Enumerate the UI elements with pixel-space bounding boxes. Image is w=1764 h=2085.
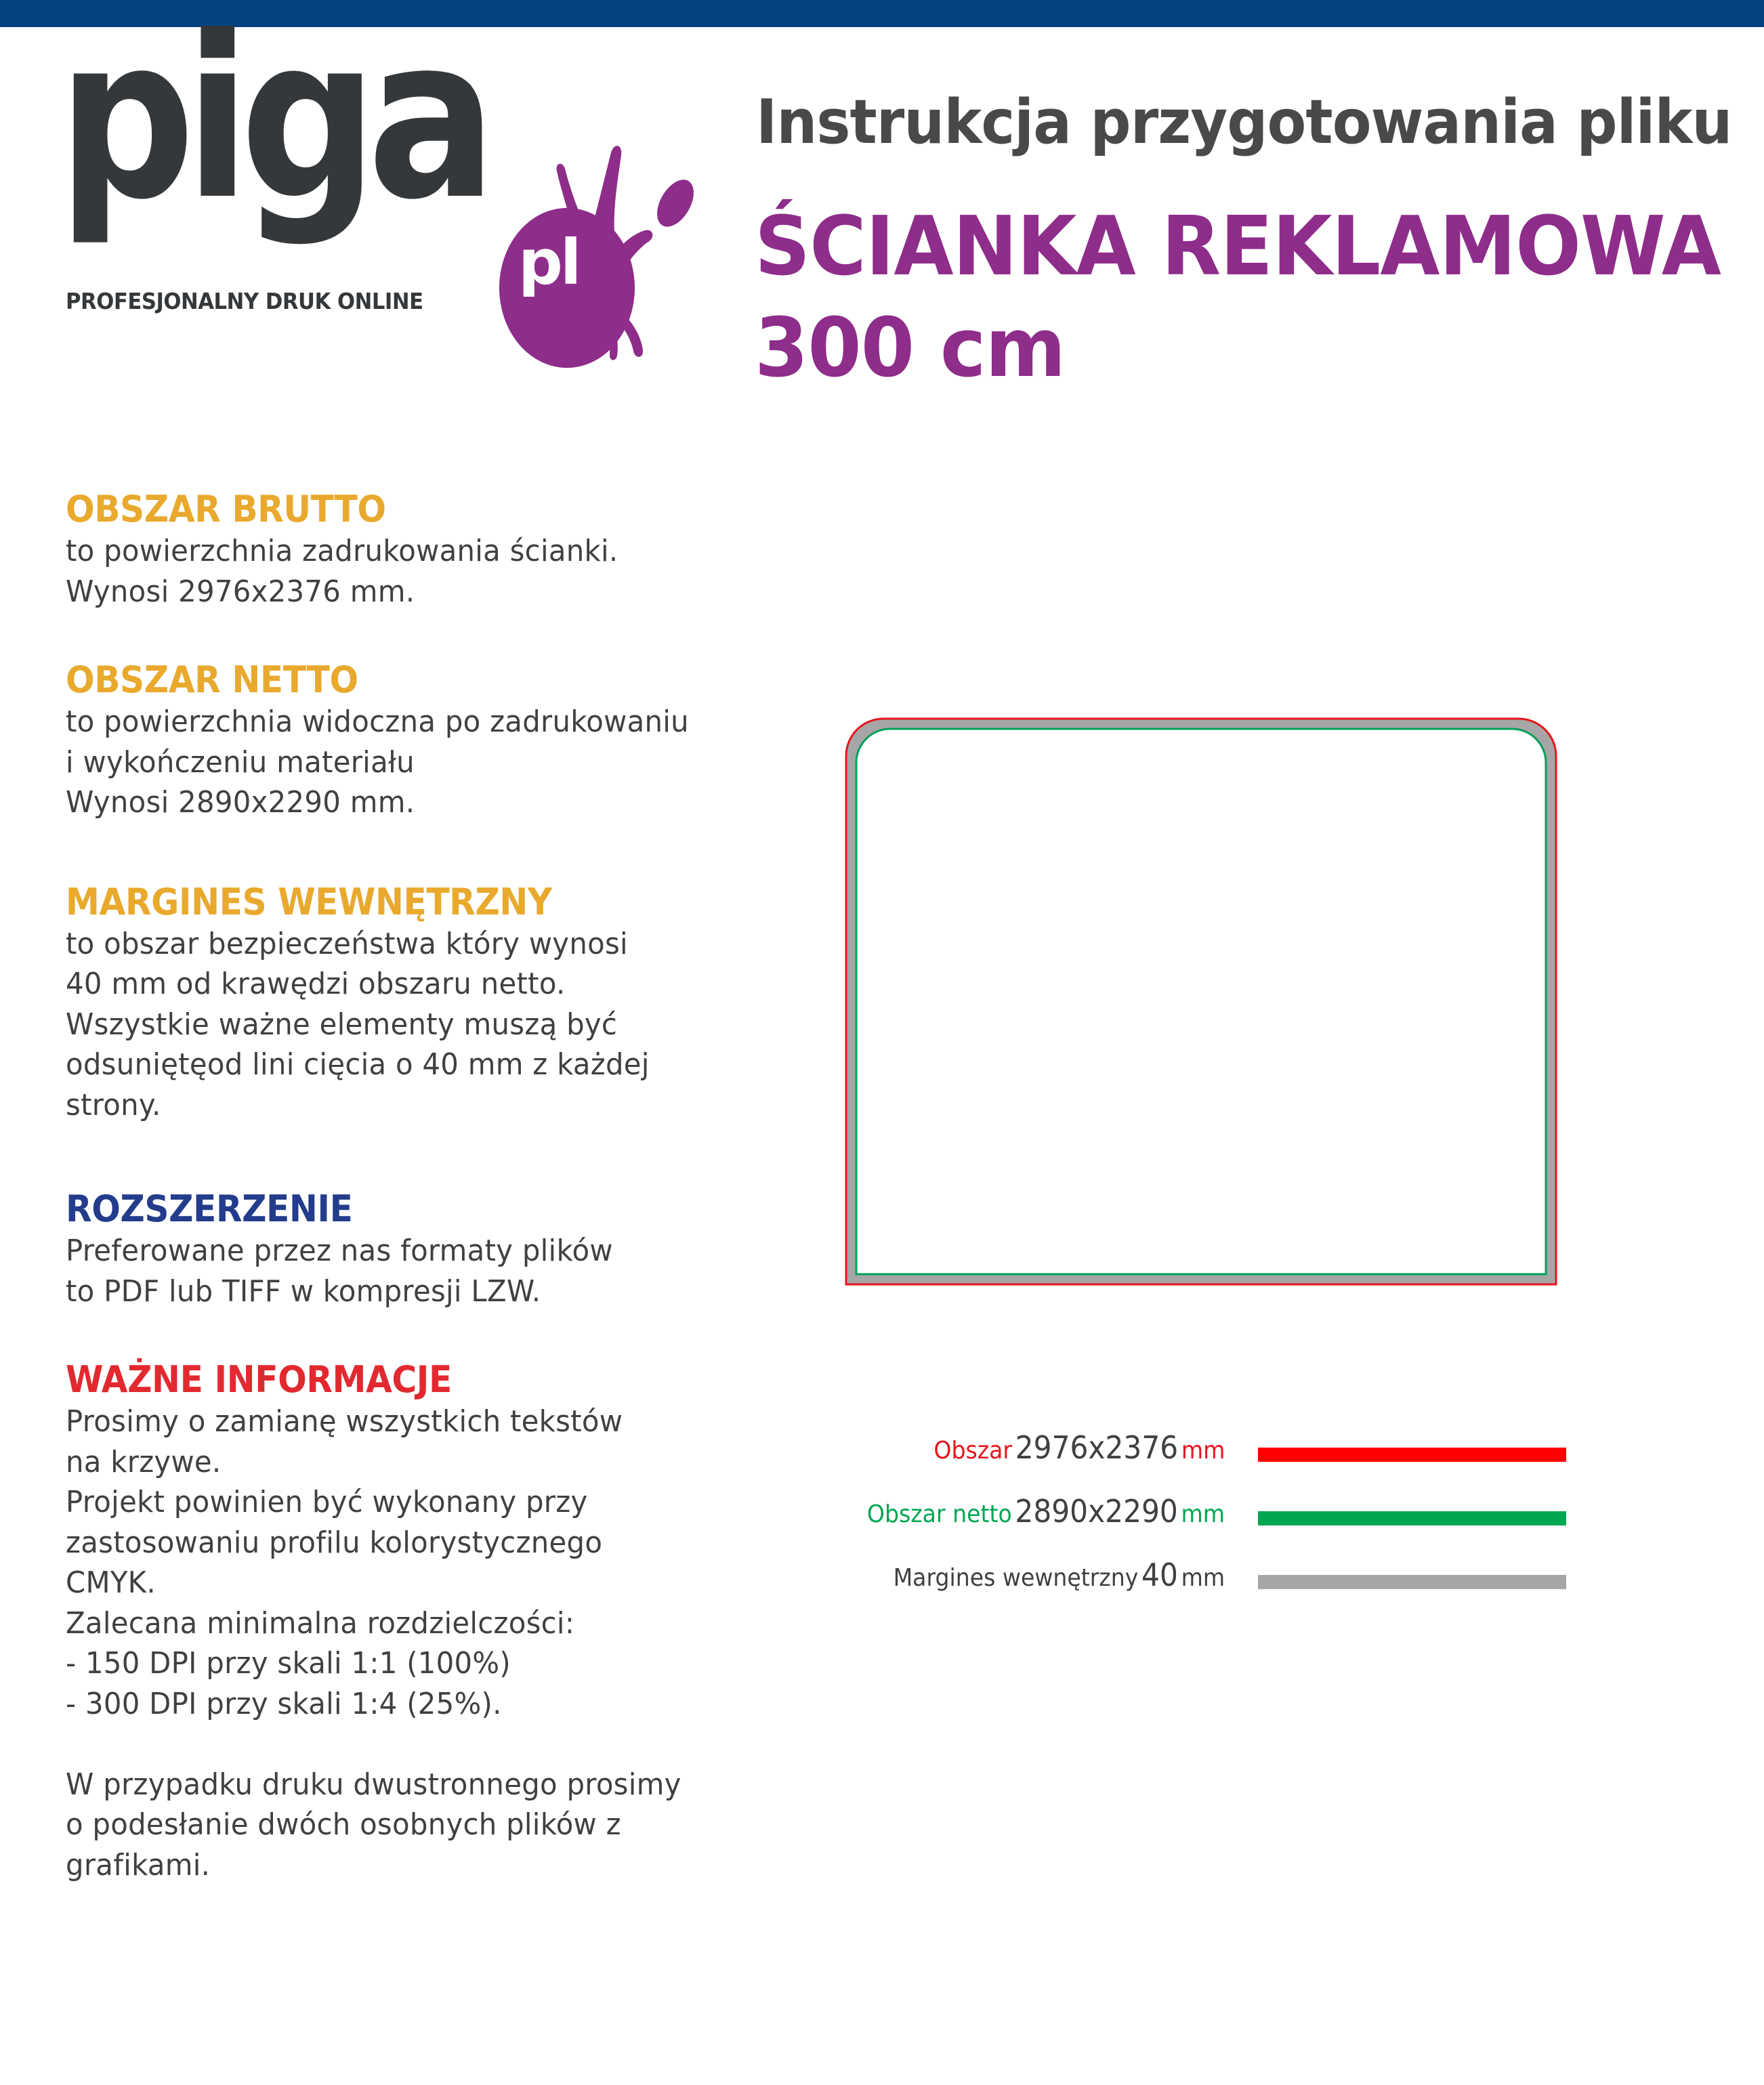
instruction-sections	[66, 488, 797, 1885]
body-line: to powierzchnia widoczna po zadrukowaniu	[66, 704, 689, 739]
section-rozszerzenie	[66, 1187, 797, 1311]
legend	[779, 1423, 1578, 1614]
legend-unit: mm	[1181, 1500, 1225, 1528]
body-line: Wynosi 2890x2290 mm.	[66, 785, 415, 820]
body-line: odsuniętęod lini cięcia o 40 mm z każdej	[66, 1047, 650, 1082]
section-body	[66, 531, 761, 612]
legend-swatch-gray	[1258, 1575, 1566, 1589]
logo	[58, 7, 662, 325]
body-line: Wynosi 2976x2376 mm.	[66, 574, 415, 609]
body-line: Projekt powinien być wykonany przy	[66, 1485, 588, 1519]
legend-value: 40	[1141, 1557, 1178, 1593]
section-body	[66, 1231, 761, 1311]
section-body	[66, 1402, 761, 1885]
section-body	[66, 702, 761, 823]
body-line: zastosowaniu profilu kolorystycznego	[66, 1525, 603, 1560]
netto-area-shape	[856, 729, 1546, 1274]
body-line: Prosimy o zamianę wszystkich tekstów	[66, 1404, 623, 1439]
section-obszar-brutto	[66, 488, 797, 612]
section-heading: ROZSZERZENIE	[66, 1187, 353, 1230]
legend-swatch-red	[1258, 1448, 1566, 1462]
body-line: Zalecana minimalna rozdzielczości:	[66, 1605, 575, 1641]
section-obszar-netto	[66, 658, 797, 823]
legend-value: 2890x2290	[1015, 1493, 1178, 1530]
wall-area-diagram	[844, 717, 1558, 1286]
legend-row-obszar	[779, 1423, 1578, 1486]
body-line: Wszystkie ważne elementy muszą być	[66, 1007, 618, 1042]
legend-unit: mm	[1181, 1437, 1225, 1465]
logo-splash-icon	[452, 139, 723, 373]
body-line: grafikami.	[66, 1847, 211, 1882]
legend-row-obszar-netto	[779, 1486, 1578, 1550]
body-line-blank	[66, 1724, 761, 1765]
logo-tagline: PROFESJONALNY DRUK ONLINE	[66, 288, 423, 314]
body-line: to powierzchnia zadrukowania ścianki.	[66, 534, 618, 568]
legend-label: Obszar netto	[866, 1500, 1012, 1528]
section-body	[66, 924, 761, 1126]
title-line-2: 300 cm	[755, 301, 1066, 396]
body-line: 40 mm od krawędzi obszaru netto.	[66, 967, 566, 1001]
body-line: na krzywe.	[66, 1444, 222, 1479]
section-heading: WAŻNE INFORMACJE	[66, 1358, 452, 1401]
section-margines	[66, 881, 797, 1126]
document-subtitle: Instrukcja przygotowania pliku	[756, 87, 1732, 158]
legend-swatch-green	[1258, 1511, 1566, 1525]
legend-unit: mm	[1181, 1564, 1225, 1592]
section-heading: OBSZAR NETTO	[66, 658, 358, 701]
logo-badge-text: pl	[518, 226, 579, 299]
legend-label: Obszar	[933, 1437, 1012, 1465]
logo-wordmark: piga	[58, 7, 487, 249]
legend-value: 2976x2376	[1015, 1429, 1178, 1466]
section-heading: OBSZAR BRUTTO	[66, 488, 386, 530]
document-title	[755, 196, 1721, 400]
legend-label: Margines wewnętrzny	[893, 1564, 1139, 1592]
title-line-1: ŚCIANKA REKLAMOWA	[755, 200, 1721, 294]
body-line: - 150 DPI przy skali 1:1 (100%)	[66, 1646, 511, 1681]
legend-row-margines	[779, 1550, 1578, 1614]
body-line: to PDF lub TIFF w kompresji LZW.	[66, 1273, 541, 1309]
body-line: i wykończeniu materiału	[66, 744, 415, 780]
section-wazne-informacje	[66, 1358, 797, 1885]
body-line: CMYK.	[66, 1565, 156, 1600]
body-line: o podesłanie dwóch osobnych plików z	[66, 1807, 621, 1842]
body-line: - 300 DPI przy skali 1:4 (25%).	[66, 1686, 502, 1721]
section-heading: MARGINES WEWNĘTRZNY	[66, 880, 552, 923]
body-line: to obszar bezpieczeństwa który wynosi	[66, 926, 628, 961]
body-line: strony.	[66, 1087, 161, 1122]
body-line: W przypadku druku dwustronnego prosimy	[66, 1767, 681, 1802]
body-line: Preferowane przez nas formaty plików	[66, 1234, 613, 1268]
